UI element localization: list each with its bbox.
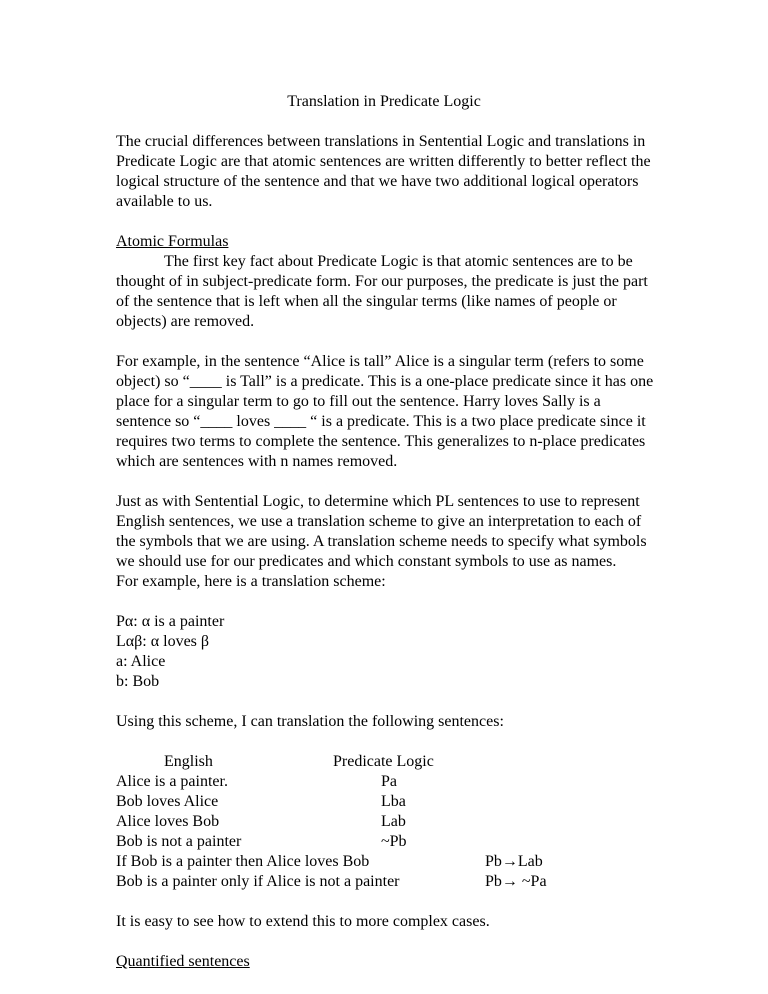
scheme-item: b: Bob: [116, 673, 160, 690]
table-cell-english: Alice loves Bob: [116, 813, 220, 830]
page-title: Translation in Predicate Logic: [287, 93, 481, 110]
table-cell-pl: Pb→Lab: [485, 853, 543, 870]
intro-paragraph: The crucial differences between translations in Sentential Logic and translations in Predicate Logic are that atomic sentences are written differently to better reflect the logical structure of the sentence and that we have two additional logical operators available to us.: [116, 133, 651, 210]
extend-note: It is easy to see how to extend this to more complex cases.: [116, 913, 490, 930]
table-cell-pl: Pa: [381, 773, 397, 790]
table-cell-english: Bob loves Alice: [116, 793, 219, 810]
paragraph-subject-predicate: The first key fact about Predicate Logic is that atomic sentences are to be thought of in subject-predicate form. For our purposes, the predicate is just the part of the sentence that is left when all the singular terms (like names of people or objects) are removed.: [116, 253, 648, 330]
section-heading-quantified-sentences: Quantified sentences: [116, 953, 250, 970]
paragraph-translation-scheme: Just as with Sentential Logic, to determine which PL sentences to use to represent English sentences, we use a translation scheme to give an interpretation to each of the symbols that we are using. A translation scheme needs to specify what symbols we should use for our predicates and which constant symbols to use as names.: [116, 493, 647, 570]
table-cell-english: Bob is a painter only if Alice is not a painter: [116, 873, 400, 890]
using-scheme-text: Using this scheme, I can translation the following sentences:: [116, 713, 504, 730]
column-header-english: English: [164, 753, 213, 770]
table-cell-english: Bob is not a painter: [116, 833, 242, 850]
column-header-predicate-logic: Predicate Logic: [333, 753, 434, 770]
scheme-intro: For example, here is a translation scheme:: [116, 573, 386, 590]
scheme-item: a: Alice: [116, 653, 166, 670]
scheme-item: Lαβ: α loves β: [116, 633, 210, 650]
table-cell-english: Alice is a painter.: [116, 773, 228, 790]
table-cell-pl: ~Pb: [381, 833, 407, 850]
table-cell-pl: Lab: [381, 813, 406, 830]
paragraph-predicate-example: For example, in the sentence “Alice is tall” Alice is a singular term (refers to some object) so “____ is Tall” is a predicate. This is a one-place predicate since it has one place for a singular term to go to fill out the sentence. Harry loves Sally is a sentence so “____ loves ____ “ is a predicate. This is a two place predicate since it requires two terms to complete the sentence. This generalizes to n-place predicates which are sentences with n names removed.: [116, 353, 654, 470]
section-heading-atomic-formulas: Atomic Formulas: [116, 233, 229, 250]
table-cell-pl: Lba: [381, 793, 406, 810]
table-cell-pl: Pb→ ~Pa: [485, 873, 547, 890]
scheme-item: Pα: α is a painter: [116, 613, 225, 630]
table-cell-english: If Bob is a painter then Alice loves Bob: [116, 853, 370, 870]
